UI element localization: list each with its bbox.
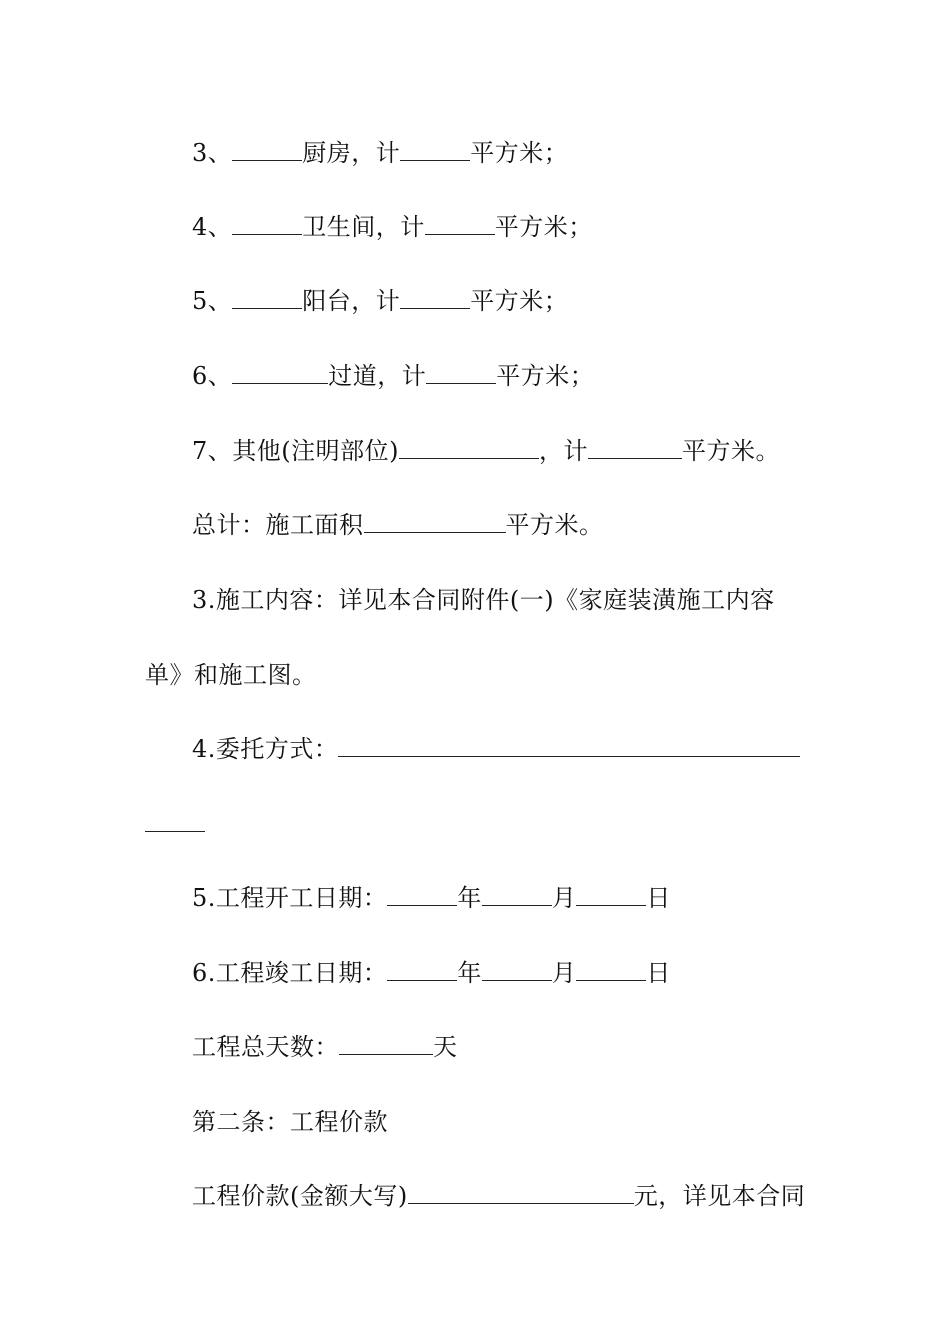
commission-method-continued	[145, 809, 205, 839]
area-item-kitchen	[192, 138, 568, 168]
fill-blank[interactable]	[425, 214, 495, 235]
commission-method-line	[192, 734, 800, 764]
item-number: 3、	[192, 139, 233, 167]
item-text: 卫生间，计	[302, 213, 425, 241]
paragraph-text: 3.施工内容：详见本合同附件(一)《家庭装潢施工内容	[192, 586, 775, 614]
year-label: 年	[457, 884, 482, 912]
day-blank[interactable]	[576, 885, 646, 906]
field-label: 4.委托方式：	[192, 735, 339, 763]
area-item-balcony	[192, 286, 568, 316]
total-label: 总计：施工面积	[192, 511, 364, 539]
item-unit: 平方米。	[505, 511, 604, 539]
total-area-line	[192, 510, 604, 540]
month-label: 月	[551, 884, 577, 912]
item-text: 厨房，计	[302, 139, 401, 167]
fill-blank[interactable]	[588, 438, 682, 459]
fill-blank[interactable]	[426, 363, 496, 384]
item-unit: 平方米；	[496, 362, 595, 390]
day-label: 日	[646, 884, 671, 912]
month-label: 月	[551, 959, 577, 987]
month-blank[interactable]	[482, 960, 552, 981]
article-two-heading	[192, 1107, 388, 1137]
construction-content-continued	[145, 660, 317, 690]
area-item-bathroom	[192, 212, 593, 242]
item-text: ，计	[539, 437, 588, 465]
item-unit: 平方米。	[682, 437, 780, 465]
item-number: 4、	[192, 213, 233, 241]
fill-blank[interactable]	[408, 1183, 634, 1204]
item-number: 6、	[192, 362, 233, 390]
field-label: 工程总天数：	[192, 1033, 339, 1061]
fill-blank[interactable]	[232, 288, 302, 309]
item-number: 5、	[192, 287, 233, 315]
fill-blank[interactable]	[399, 438, 539, 459]
item-unit: 平方米；	[470, 139, 569, 167]
field-label: 6.工程竣工日期：	[192, 959, 388, 987]
fill-blank[interactable]	[232, 214, 302, 235]
unit-label: 天	[433, 1033, 458, 1061]
area-item-corridor	[192, 361, 594, 391]
construction-content-line	[192, 585, 775, 615]
item-unit: 平方米；	[470, 287, 569, 315]
project-price-line	[192, 1181, 805, 1211]
section-heading: 第二条：工程价款	[192, 1108, 388, 1136]
year-blank[interactable]	[387, 960, 457, 981]
day-blank[interactable]	[576, 960, 646, 981]
fill-blank[interactable]	[400, 288, 470, 309]
item-text: 阳台，计	[302, 287, 401, 315]
field-label: 5.工程开工日期：	[192, 884, 388, 912]
fill-blank[interactable]	[145, 811, 205, 832]
field-label: 工程价款(金额大写)	[192, 1182, 408, 1210]
fill-blank[interactable]	[232, 363, 328, 384]
item-text: 7、其他(注明部位)	[192, 437, 399, 465]
year-label: 年	[457, 959, 482, 987]
fill-blank[interactable]	[232, 140, 302, 161]
completion-date-line	[192, 958, 671, 988]
item-unit: 平方米；	[494, 213, 593, 241]
item-text: 过道，计	[328, 362, 427, 390]
start-date-line	[192, 883, 671, 913]
total-days-line	[192, 1032, 458, 1062]
fill-blank[interactable]	[400, 140, 470, 161]
area-item-other	[192, 436, 780, 466]
fill-blank[interactable]	[364, 512, 506, 533]
fill-blank[interactable]	[338, 736, 800, 757]
day-label: 日	[646, 959, 671, 987]
month-blank[interactable]	[482, 885, 552, 906]
paragraph-text: 元，详见本合同	[633, 1182, 806, 1210]
paragraph-text: 单》和施工图。	[145, 661, 317, 689]
year-blank[interactable]	[387, 885, 457, 906]
fill-blank[interactable]	[339, 1034, 433, 1055]
